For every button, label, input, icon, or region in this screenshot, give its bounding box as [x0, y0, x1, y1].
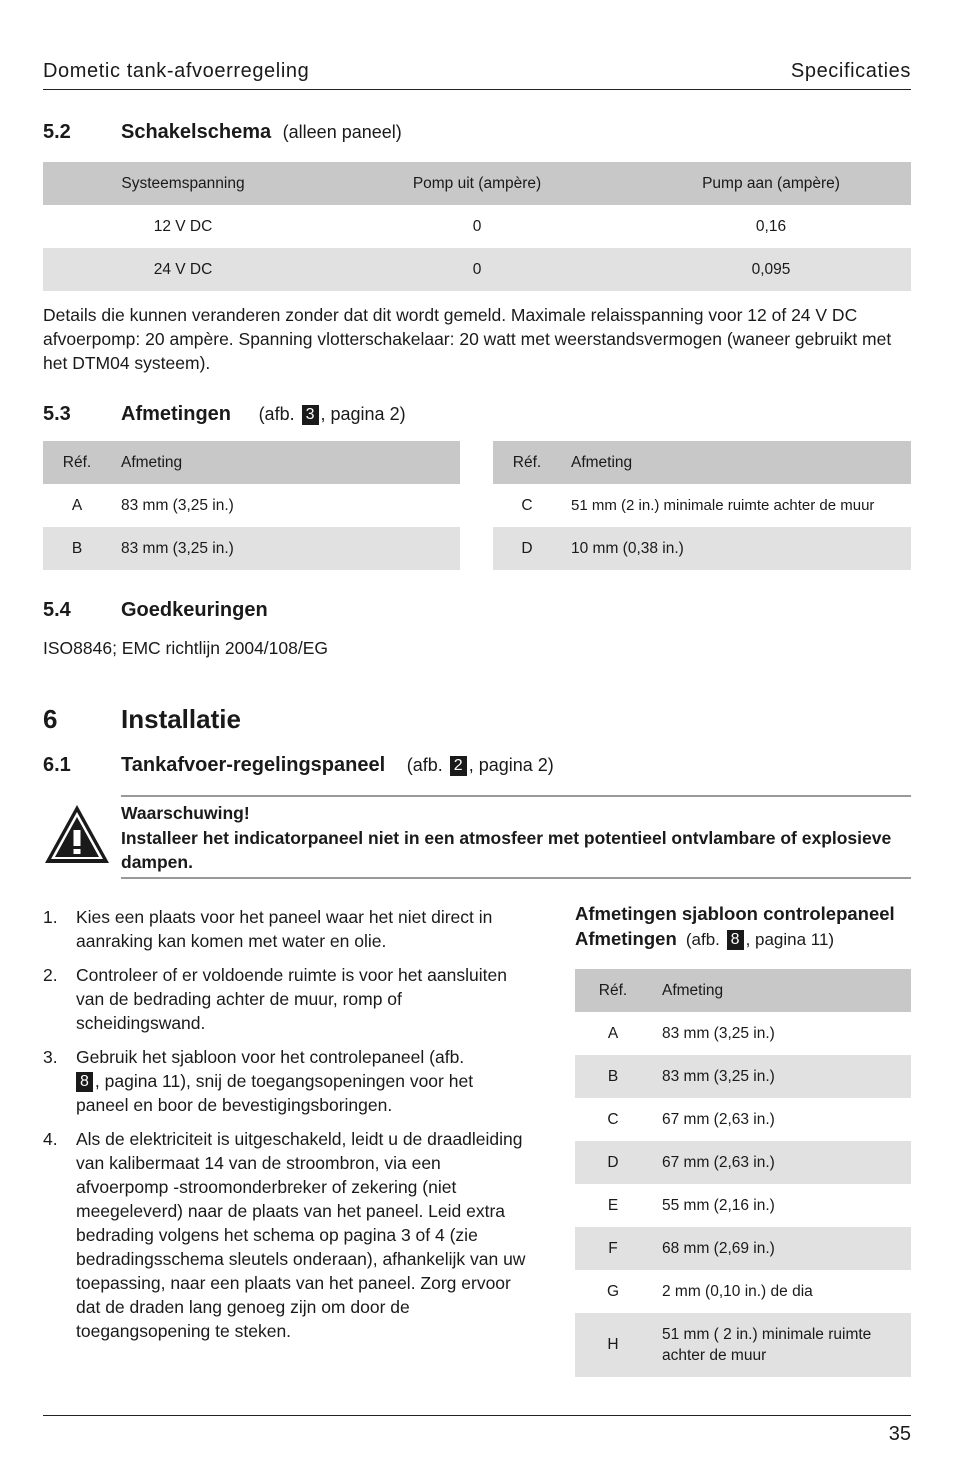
section-number: 5.2: [43, 121, 71, 143]
table-row: [575, 1141, 911, 1184]
table-cell: 12 V DC: [153, 217, 213, 235]
table-cell: C: [607, 1110, 619, 1128]
figure-ref-suffix: , pagina 11): [745, 930, 835, 949]
step-text: Controleer of er voldoende ruimte is voor het aansluiten van de bedrading achter de muur, romp of scheidingswand.: [76, 965, 507, 1033]
dimensions-table-left: [43, 441, 460, 570]
section-title-text: Schakelschema: [121, 121, 272, 143]
step-text: Gebruik het sjabloon voor het controlepaneel (afb.: [76, 1047, 465, 1067]
running-header-title: Dometic tank-afvoerregeling: [43, 60, 310, 82]
table-cell: 0: [472, 217, 482, 235]
figure-ref-suffix: , pagina 2): [320, 404, 406, 424]
table-row: [43, 205, 911, 248]
list-item: [43, 1127, 528, 1343]
section-title-text: Tankafvoer-regelingspaneel: [121, 754, 386, 776]
section-title: Goedkeuringen: [121, 599, 268, 621]
table-cell: B: [43, 527, 111, 570]
table-header: Pomp uit (ampère): [323, 162, 631, 205]
table-cell: 10 mm (0,38 in.): [561, 527, 911, 570]
table-cell: 0,16: [755, 217, 787, 235]
warning-box: [121, 801, 901, 875]
template-title: Afmetingen sjabloon controlepaneel Afmetingen: [575, 903, 895, 949]
warning-triangle-icon: [43, 803, 111, 870]
warning-bottom-rule: [121, 877, 911, 879]
figure-reference: [407, 755, 554, 775]
section-title-text: Afmetingen: [121, 403, 231, 425]
table-row: [575, 1012, 911, 1055]
figure-reference: [259, 404, 406, 424]
section-title: [121, 121, 402, 144]
figure-ref-prefix: (afb.: [685, 930, 720, 949]
table-cell: 83 mm (3,25 in.): [651, 1055, 911, 1098]
wiring-table: [43, 162, 911, 291]
step-number: 3.: [43, 1047, 58, 1067]
table-row: [575, 1227, 911, 1270]
table-row: [493, 484, 911, 527]
table-cell: H: [575, 1313, 651, 1377]
figure-reference: [686, 930, 834, 949]
figure-number-badge: 8: [76, 1072, 93, 1092]
step-text: Als de elektriciteit is uitgeschakeld, leidt u de draadleiding van kalibermaat 14 van de stroombron, via een afvoerpomp -stroomonderbreker of zekering (niet meegeleverd) naar de plaats van het paneel. Leid extra bedrading volgens het schema op pagina 3 of 4 (zie bedradingsschema sleutels onderaan), afhankelijk van uw toepassing, naar een plaats van het paneel. Zorg ervoor dat de draden lang genoeg zijn om door de toegangsopening te steken.: [76, 1129, 526, 1341]
table-cell: 51 mm (2 in.) minimale ruimte achter de muur: [571, 497, 875, 514]
approvals-text: ISO8846; EMC richtlijn 2004/108/EG: [43, 638, 329, 658]
warning-title: Waarschuwing!: [121, 803, 250, 823]
table-row: [575, 1313, 911, 1377]
table-cell: 0: [323, 248, 631, 291]
list-item: [43, 1045, 528, 1117]
table-cell: A: [71, 496, 83, 514]
figure-ref-suffix: , pagina 2): [468, 755, 554, 775]
step-text: Kies een plaats voor het paneel waar het niet direct in aanraking kan komen met water en olie.: [76, 907, 493, 951]
table-row: [575, 1184, 911, 1227]
section-number: 6.1: [43, 754, 71, 776]
footer-rule: [43, 1415, 911, 1416]
table-cell: 83 mm (3,25 in.): [111, 527, 460, 570]
table-cell: G: [606, 1282, 620, 1300]
table-cell: F: [575, 1227, 651, 1270]
table-header: Afmeting: [561, 441, 911, 484]
warning-text: Installeer het indicatorpaneel niet in een atmosfeer met potentieel ontvlambare of explosieve dampen.: [121, 827, 892, 872]
figure-number-badge: 2: [450, 756, 467, 776]
table-cell: C: [521, 496, 533, 514]
table-row: [575, 1270, 911, 1313]
header-rule: [43, 89, 911, 90]
figure-number-badge: 3: [302, 405, 319, 425]
installation-steps: [43, 905, 528, 1353]
list-item: [43, 905, 528, 953]
step-number: 1.: [43, 907, 58, 927]
table-cell: A: [607, 1024, 619, 1042]
step-text: , pagina 11), snij de toegangsopeningen voor het paneel en boor de bevestigingsboringen.: [76, 1071, 474, 1115]
section-title: [121, 403, 406, 426]
section-number: 5.4: [43, 599, 71, 621]
table-header: Afmeting: [651, 969, 911, 1012]
spec-note: Details die kunnen veranderen zonder dat dit wordt gemeld. Maximale relaisspanning voor 12 of 24 V DC afvoerpomp: 20 ampère. Spanning vlotterschakelaar: 20 watt met weerstandsvermogen (waneer gebruikt met het DTM04 systeem).: [43, 305, 892, 373]
table-cell: 0,095: [631, 248, 911, 291]
chapter-number: 6: [43, 704, 58, 734]
step-number: 4.: [43, 1129, 58, 1149]
table-cell: 24 V DC: [43, 248, 323, 291]
table-cell: 67 mm (2,63 in.): [651, 1141, 911, 1184]
table-cell: 68 mm (2,69 in.): [651, 1227, 911, 1270]
table-cell: 83 mm (3,25 in.): [121, 496, 234, 514]
step-number: 2.: [43, 965, 58, 985]
table-cell: 83 mm (3,25 in.): [662, 1024, 775, 1042]
section-number: 5.3: [43, 403, 71, 425]
chapter-title: Installatie: [121, 704, 241, 734]
table-header: Réf.: [43, 441, 111, 484]
table-cell: 51 mm ( 2 in.) minimale ruimte achter de muur: [651, 1313, 911, 1377]
table-cell: E: [607, 1196, 619, 1214]
table-row: [43, 484, 460, 527]
section-subtitle: (alleen paneel): [282, 122, 402, 142]
table-row: [43, 248, 911, 291]
warning-top-rule: [121, 795, 911, 797]
template-heading: [575, 901, 911, 952]
figure-ref-prefix: (afb.: [258, 404, 295, 424]
table-row: [43, 527, 460, 570]
table-header: Réf.: [493, 441, 561, 484]
page-number: 35: [888, 1423, 911, 1445]
table-header: Systeemspanning: [43, 162, 323, 205]
table-cell: B: [575, 1055, 651, 1098]
section-title: [121, 754, 554, 777]
table-header: Afmeting: [111, 441, 460, 484]
template-dimensions-table: [575, 969, 911, 1377]
figure-ref-prefix: (afb.: [406, 755, 443, 775]
table-cell: 2 mm (0,10 in.) de dia: [662, 1282, 813, 1300]
running-header-section: Specificaties: [790, 60, 911, 82]
dimensions-table-right: [493, 441, 911, 570]
table-row: [493, 527, 911, 570]
table-cell: D: [493, 527, 561, 570]
table-cell: D: [575, 1141, 651, 1184]
table-cell: 67 mm (2,63 in.): [662, 1110, 775, 1128]
table-header: Pump aan (ampère): [631, 162, 911, 205]
table-header: Réf.: [575, 969, 651, 1012]
table-row: [575, 1055, 911, 1098]
table-cell: 55 mm (2,16 in.): [662, 1196, 775, 1214]
figure-number-badge: 8: [727, 930, 744, 950]
table-row: [575, 1098, 911, 1141]
list-item: [43, 963, 528, 1035]
